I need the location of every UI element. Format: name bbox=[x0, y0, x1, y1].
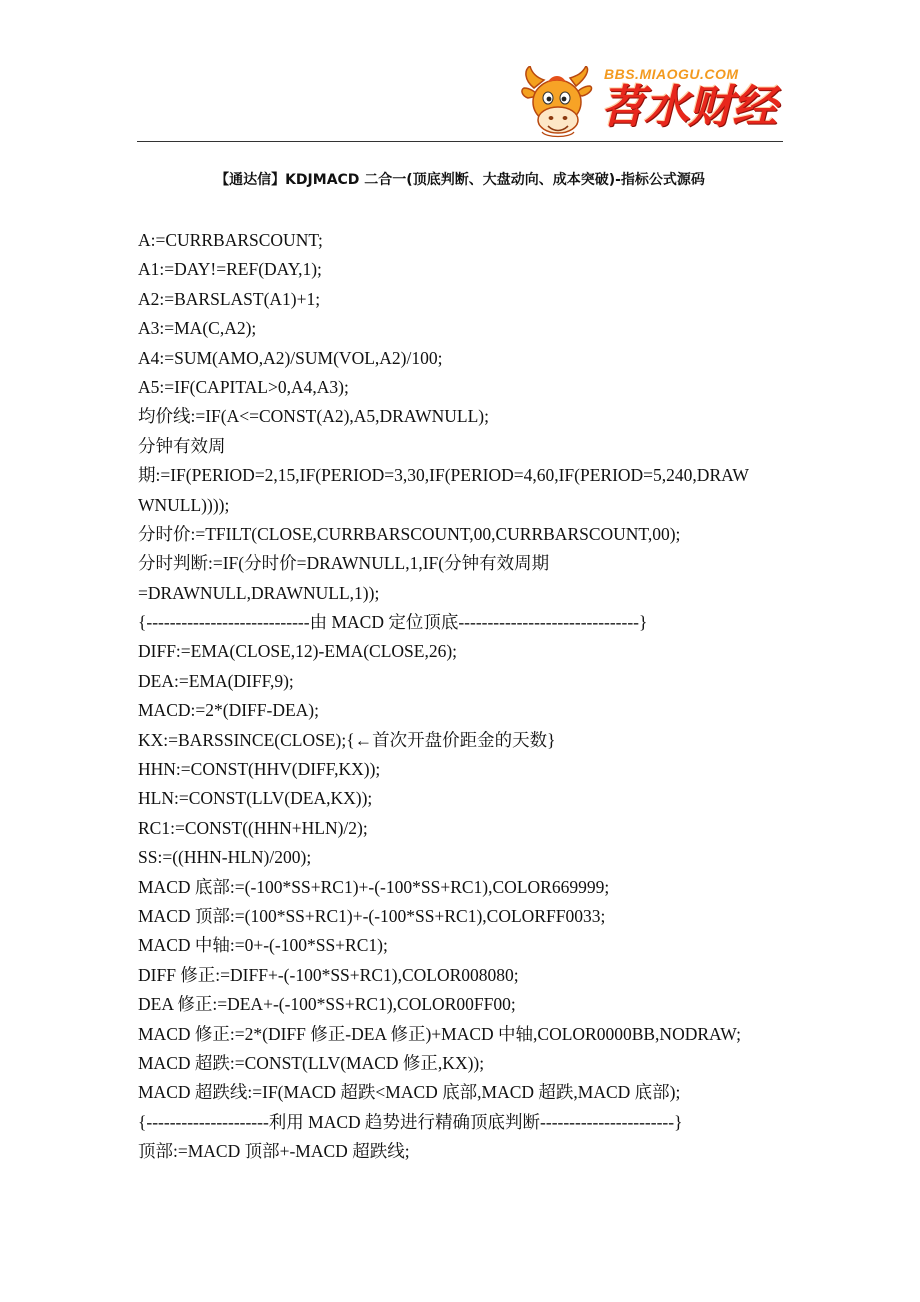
code-line: A2:=BARSLAST(A1)+1; bbox=[138, 288, 321, 309]
code-line: MACD:=2*(DIFF-DEA); bbox=[138, 700, 319, 721]
code-line: DIFF 修正:=DIFF+-(-100*SS+RC1),COLOR008080; bbox=[138, 964, 519, 985]
code-line: DIFF:=EMA(CLOSE,12)-EMA(CLOSE,26); bbox=[138, 641, 458, 662]
code-line: {----------------------------由 MACD 定位顶底-------------------------------} bbox=[138, 612, 648, 633]
code-line: DEA:=EMA(DIFF,9); bbox=[138, 670, 294, 691]
code-line: MACD 底部:=(-100*SS+RC1)+-(-100*SS+RC1),COLOR669999; bbox=[138, 876, 610, 897]
brand-name: 苕水财经 bbox=[600, 80, 777, 133]
code-line: 均价线:=IF(A<=CONST(A2),A5,DRAWNULL); bbox=[138, 406, 489, 427]
code-line: 分时判断:=IF(分时价=DRAWNULL,1,IF(分钟有效周期 bbox=[138, 553, 550, 574]
code-line: A:=CURRBARSCOUNT; bbox=[138, 230, 323, 250]
code-line: MACD 修正:=2*(DIFF 修正-DEA 修正)+MACD 中轴,COLOR0000BB,NODRAW; bbox=[138, 1023, 741, 1044]
code-line: 分钟有效周 bbox=[138, 435, 226, 456]
document-title: 【通达信】KDJMACD 二合一(顶底判断、大盘动向、成本突破)-指标公式源码 bbox=[215, 172, 705, 188]
site-logo[interactable] bbox=[520, 62, 777, 140]
code-line: 期:=IF(PERIOD=2,15,IF(PERIOD=3,30,IF(PERIOD=4,60,IF(PERIOD=5,240,DRAW bbox=[138, 465, 749, 486]
code-line: SS:=((HHN-HLN)/200); bbox=[138, 847, 312, 868]
code-line: 顶部:=MACD 顶部+-MACD 超跌线; bbox=[138, 1141, 410, 1162]
header-divider bbox=[137, 141, 783, 142]
formula-source-code bbox=[138, 226, 798, 1167]
bull-mascot-icon bbox=[520, 66, 598, 140]
code-line: A3:=MA(C,A2); bbox=[138, 318, 257, 339]
code-line: A4:=SUM(AMO,A2)/SUM(VOL,A2)/100; bbox=[138, 347, 443, 368]
code-line: WNULL)))); bbox=[138, 494, 230, 515]
code-line: KX:=BARSSINCE(CLOSE);{←首次开盘价距金的天数} bbox=[138, 729, 556, 750]
code-line: MACD 顶部:=(100*SS+RC1)+-(-100*SS+RC1),COLORFF0033; bbox=[138, 905, 606, 926]
code-line: RC1:=CONST((HHN+HLN)/2); bbox=[138, 817, 368, 838]
code-line: MACD 超跌:=CONST(LLV(MACD 修正,KX)); bbox=[138, 1052, 485, 1073]
code-line: =DRAWNULL,DRAWNULL,1)); bbox=[138, 582, 380, 603]
code-line: A5:=IF(CAPITAL>0,A4,A3); bbox=[138, 376, 349, 397]
code-line: HLN:=CONST(LLV(DEA,KX)); bbox=[138, 788, 373, 809]
code-line: MACD 中轴:=0+-(-100*SS+RC1); bbox=[138, 935, 388, 956]
code-line: 分时价:=TFILT(CLOSE,CURRBARSCOUNT,00,CURRBARSCOUNT,00); bbox=[138, 523, 681, 544]
code-line: MACD 超跌线:=IF(MACD 超跌<MACD 底部,MACD 超跌,MACD 底部); bbox=[138, 1082, 681, 1103]
page-header bbox=[0, 0, 920, 150]
code-line: {---------------------利用 MACD 趋势进行精确顶底判断-----------------------} bbox=[138, 1111, 683, 1132]
site-url[interactable]: BBS.MIAOGU.COM bbox=[604, 66, 739, 82]
code-line: DEA 修正:=DEA+-(-100*SS+RC1),COLOR00FF00; bbox=[138, 994, 516, 1015]
code-line: A1:=DAY!=REF(DAY,1); bbox=[138, 259, 322, 280]
code-line: HHN:=CONST(HHV(DIFF,KX)); bbox=[138, 759, 381, 780]
